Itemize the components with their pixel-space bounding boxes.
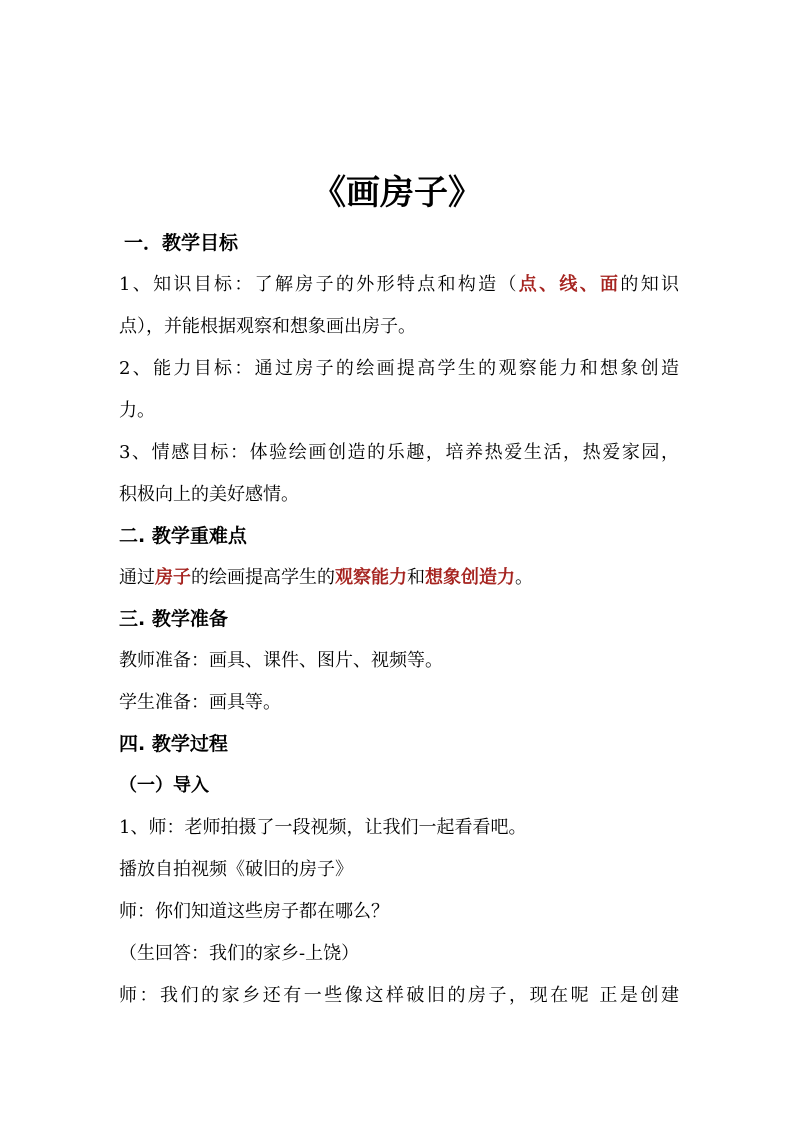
section-heading-process: 四. 教学过程 (119, 733, 228, 755)
section-heading-key-points: 二. 教学重难点 (119, 525, 247, 547)
key-points-text (119, 563, 679, 593)
section-heading-objectives: 一．教学目标 (124, 232, 239, 254)
process-line-3: 师：你们知道这些房子都在哪么？ (119, 901, 389, 922)
objective-emotion-cont: 积极向上的美好感情。 (119, 484, 299, 505)
objective-knowledge (119, 270, 679, 300)
key-points-part: 通过 (119, 567, 155, 588)
process-line-5-text: 师：我们的家乡还有一些像这样破旧的房子，现在呢 正是创建 (119, 985, 679, 1006)
highlight-point-line-surface: 点、线、面 (518, 274, 621, 295)
key-points-part: 和 (407, 567, 425, 588)
section-heading-preparation: 三. 教学准备 (119, 608, 228, 630)
objective-ability-cont: 力。 (119, 400, 155, 421)
objective-knowledge-text-end: 的知识 (620, 274, 680, 295)
process-line-1: 1、师：老师拍摄了一段视频，让我们一起看看吧。 (119, 817, 527, 838)
highlight-house: 房子 (155, 567, 191, 588)
process-line-4: （生回答：我们的家乡-上饶） (119, 943, 360, 964)
highlight-imagination: 想象创造力 (425, 567, 515, 588)
document-title: 《画房子》 (312, 173, 482, 213)
objective-knowledge-text: 1、知识目标：了解房子的外形特点和构造（ (119, 274, 519, 295)
objective-emotion-text: 3、情感目标：体验绘画创造的乐趣，培养热爱生活，热爱家园， (119, 442, 679, 463)
objective-ability-text: 2、能力目标：通过房子的绘画提高学生的观察能力和想象创造 (119, 358, 679, 379)
process-line-2: 播放自拍视频《破旧的房子》 (119, 859, 353, 880)
student-preparation: 学生准备：画具等。 (119, 692, 281, 713)
key-points-part: 的绘画提高学生的 (191, 567, 335, 588)
subsection-introduction: （一）导入 (119, 775, 209, 796)
process-line-5 (119, 981, 679, 1011)
highlight-observation: 观察能力 (335, 567, 407, 588)
objective-ability (119, 354, 679, 384)
key-points-part: 。 (515, 567, 533, 588)
teacher-preparation: 教师准备：画具、课件、图片、视频等。 (119, 650, 443, 671)
objective-emotion (119, 438, 679, 468)
objective-knowledge-cont: 点），并能根据观察和想象画出房子。 (119, 316, 416, 337)
